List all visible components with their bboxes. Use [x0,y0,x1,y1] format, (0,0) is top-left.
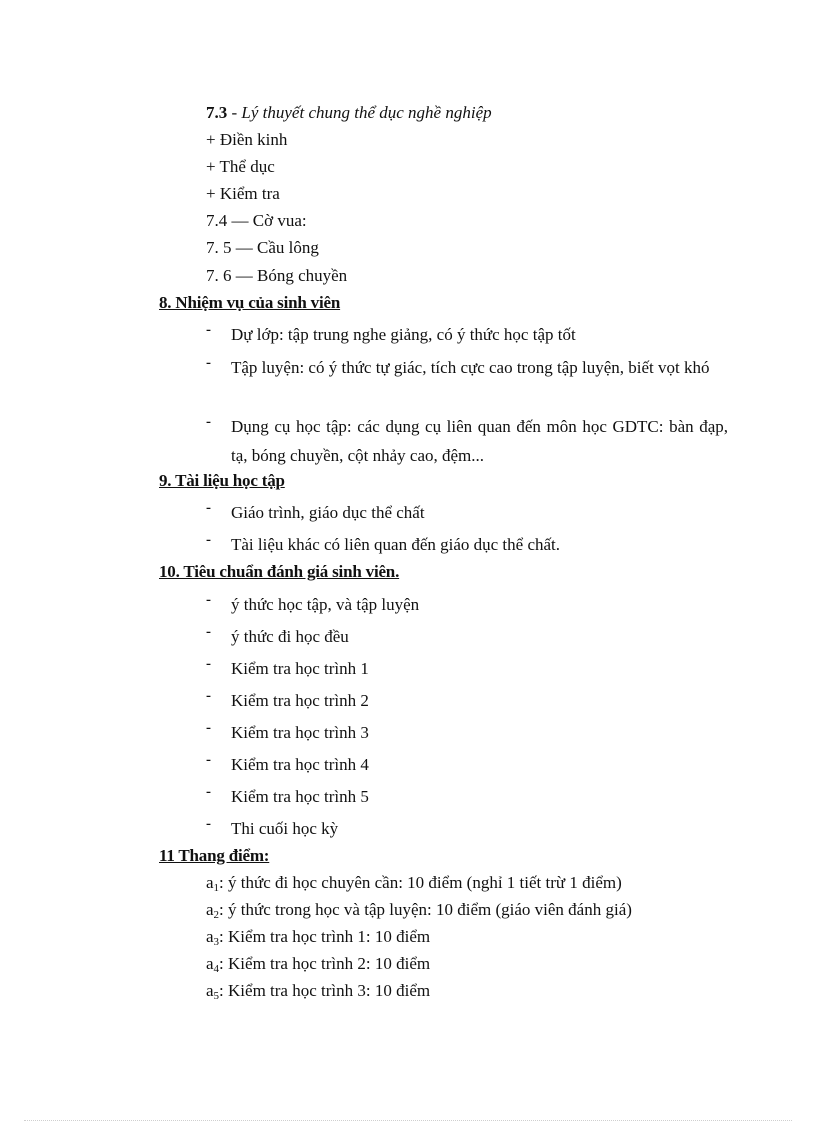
list-item-text: Tài liệu khác có liên quan đến giáo dục thể chất. [231,535,561,554]
list-item [206,718,728,747]
list-item [206,622,728,651]
score-item-a5 [206,981,430,1001]
bullet-dash: - [206,656,211,672]
score-item-a3 [206,927,430,947]
item-7-3-number: 7.3 [206,103,228,122]
sub-item-dien-kinh: + Điền kinh [206,130,288,149]
list-item-text: ý thức học tập, và tập luyện [231,595,420,614]
section-11-heading: 11 Thang điểm: [159,846,270,865]
list-item [206,590,728,619]
bullet-dash: - [206,784,211,800]
list-item-text: Dụng cụ học tập: các dụng cụ liên quan đến môn học GDTC: bàn đạp, tạ, bóng chuyền, cột nhảy cao, đệm... [231,417,728,465]
score-item-a1 [206,873,622,893]
list-item [206,320,728,349]
score-text: : ý thức trong học và tập luyện: 10 điểm (giáo viên đánh giá) [219,900,632,919]
list-item-text: Kiểm tra học trình 2 [231,691,369,710]
score-subscript: 2 [213,909,220,921]
score-var: a [206,873,214,892]
bullet-dash: - [206,752,211,768]
score-item-a4 [206,954,430,974]
list-item-text: Tập luyện: có ý thức tự giác, tích cực cao trong tập luyện, biết vọt khó [231,358,710,377]
bullet-dash: - [206,688,211,704]
list-item-text: Dự lớp: tập trung nghe giảng, có ý thức học tập tốt [231,325,576,344]
list-item [206,814,728,843]
score-var: a [206,927,214,946]
item-7-4: 7.4 — Cờ vua: [206,211,307,230]
bullet-dash: - [206,592,211,608]
sub-item-kiem-tra: + Kiểm tra [206,184,280,203]
list-item-text: ý thức đi học đều [231,627,349,646]
bullet-dash: - [206,720,211,736]
bullet-dash: - [206,624,211,640]
bullet-dash: - [206,414,211,430]
bullet-dash: - [206,532,211,548]
item-7-6: 7. 6 — Bóng chuyền [206,266,348,285]
score-subscript: 5 [213,990,220,1002]
score-item-a2 [206,900,632,920]
bullet-dash: - [206,500,211,516]
list-item-text: Kiểm tra học trình 5 [231,787,369,806]
score-text: : Kiểm tra học trình 3: 10 điểm [219,981,431,1000]
section-9-heading: 9. Tài liệu học tập [159,471,285,490]
score-subscript: 4 [213,963,220,975]
score-text: : Kiểm tra học trình 1: 10 điểm [219,927,431,946]
list-item-text: Giáo trình, giáo dục thể chất [231,503,425,522]
item-7-3 [206,103,492,123]
footer-divider [24,1120,792,1121]
score-text: : ý thức đi học chuyên cần: 10 điểm (nghỉ 1 tiết trừ 1 điểm) [219,873,622,892]
score-text: : Kiểm tra học trình 2: 10 điểm [219,954,431,973]
list-item [206,498,728,527]
list-item-text: Kiểm tra học trình 3 [231,723,369,742]
sub-item-the-duc: + Thể dục [206,157,275,176]
list-item [206,782,728,811]
section-10-heading: 10. Tiêu chuẩn đánh giá sinh viên. [159,562,400,581]
bullet-dash: - [206,816,211,832]
list-item [206,654,728,683]
list-item-text: Kiểm tra học trình 4 [231,755,369,774]
list-item [206,750,728,779]
bullet-dash: - [206,355,211,371]
score-subscript: 1 [213,882,220,894]
score-var: a [206,954,214,973]
bullet-dash: - [206,322,211,338]
list-item-text: Thi cuối học kỳ [231,819,339,838]
list-item-text: Kiểm tra học trình 1 [231,659,369,678]
list-item [206,530,728,559]
item-7-5: 7. 5 — Cầu lông [206,238,319,257]
section-8-heading: 8. Nhiệm vụ của sinh viên [159,293,341,312]
score-var: a [206,981,214,1000]
score-subscript: 3 [213,936,220,948]
list-item [206,412,728,470]
item-7-3-title: - Lý thuyết chung thể dục nghề nghiệp [227,103,492,122]
list-item [206,353,728,382]
score-var: a [206,900,214,919]
list-item [206,686,728,715]
